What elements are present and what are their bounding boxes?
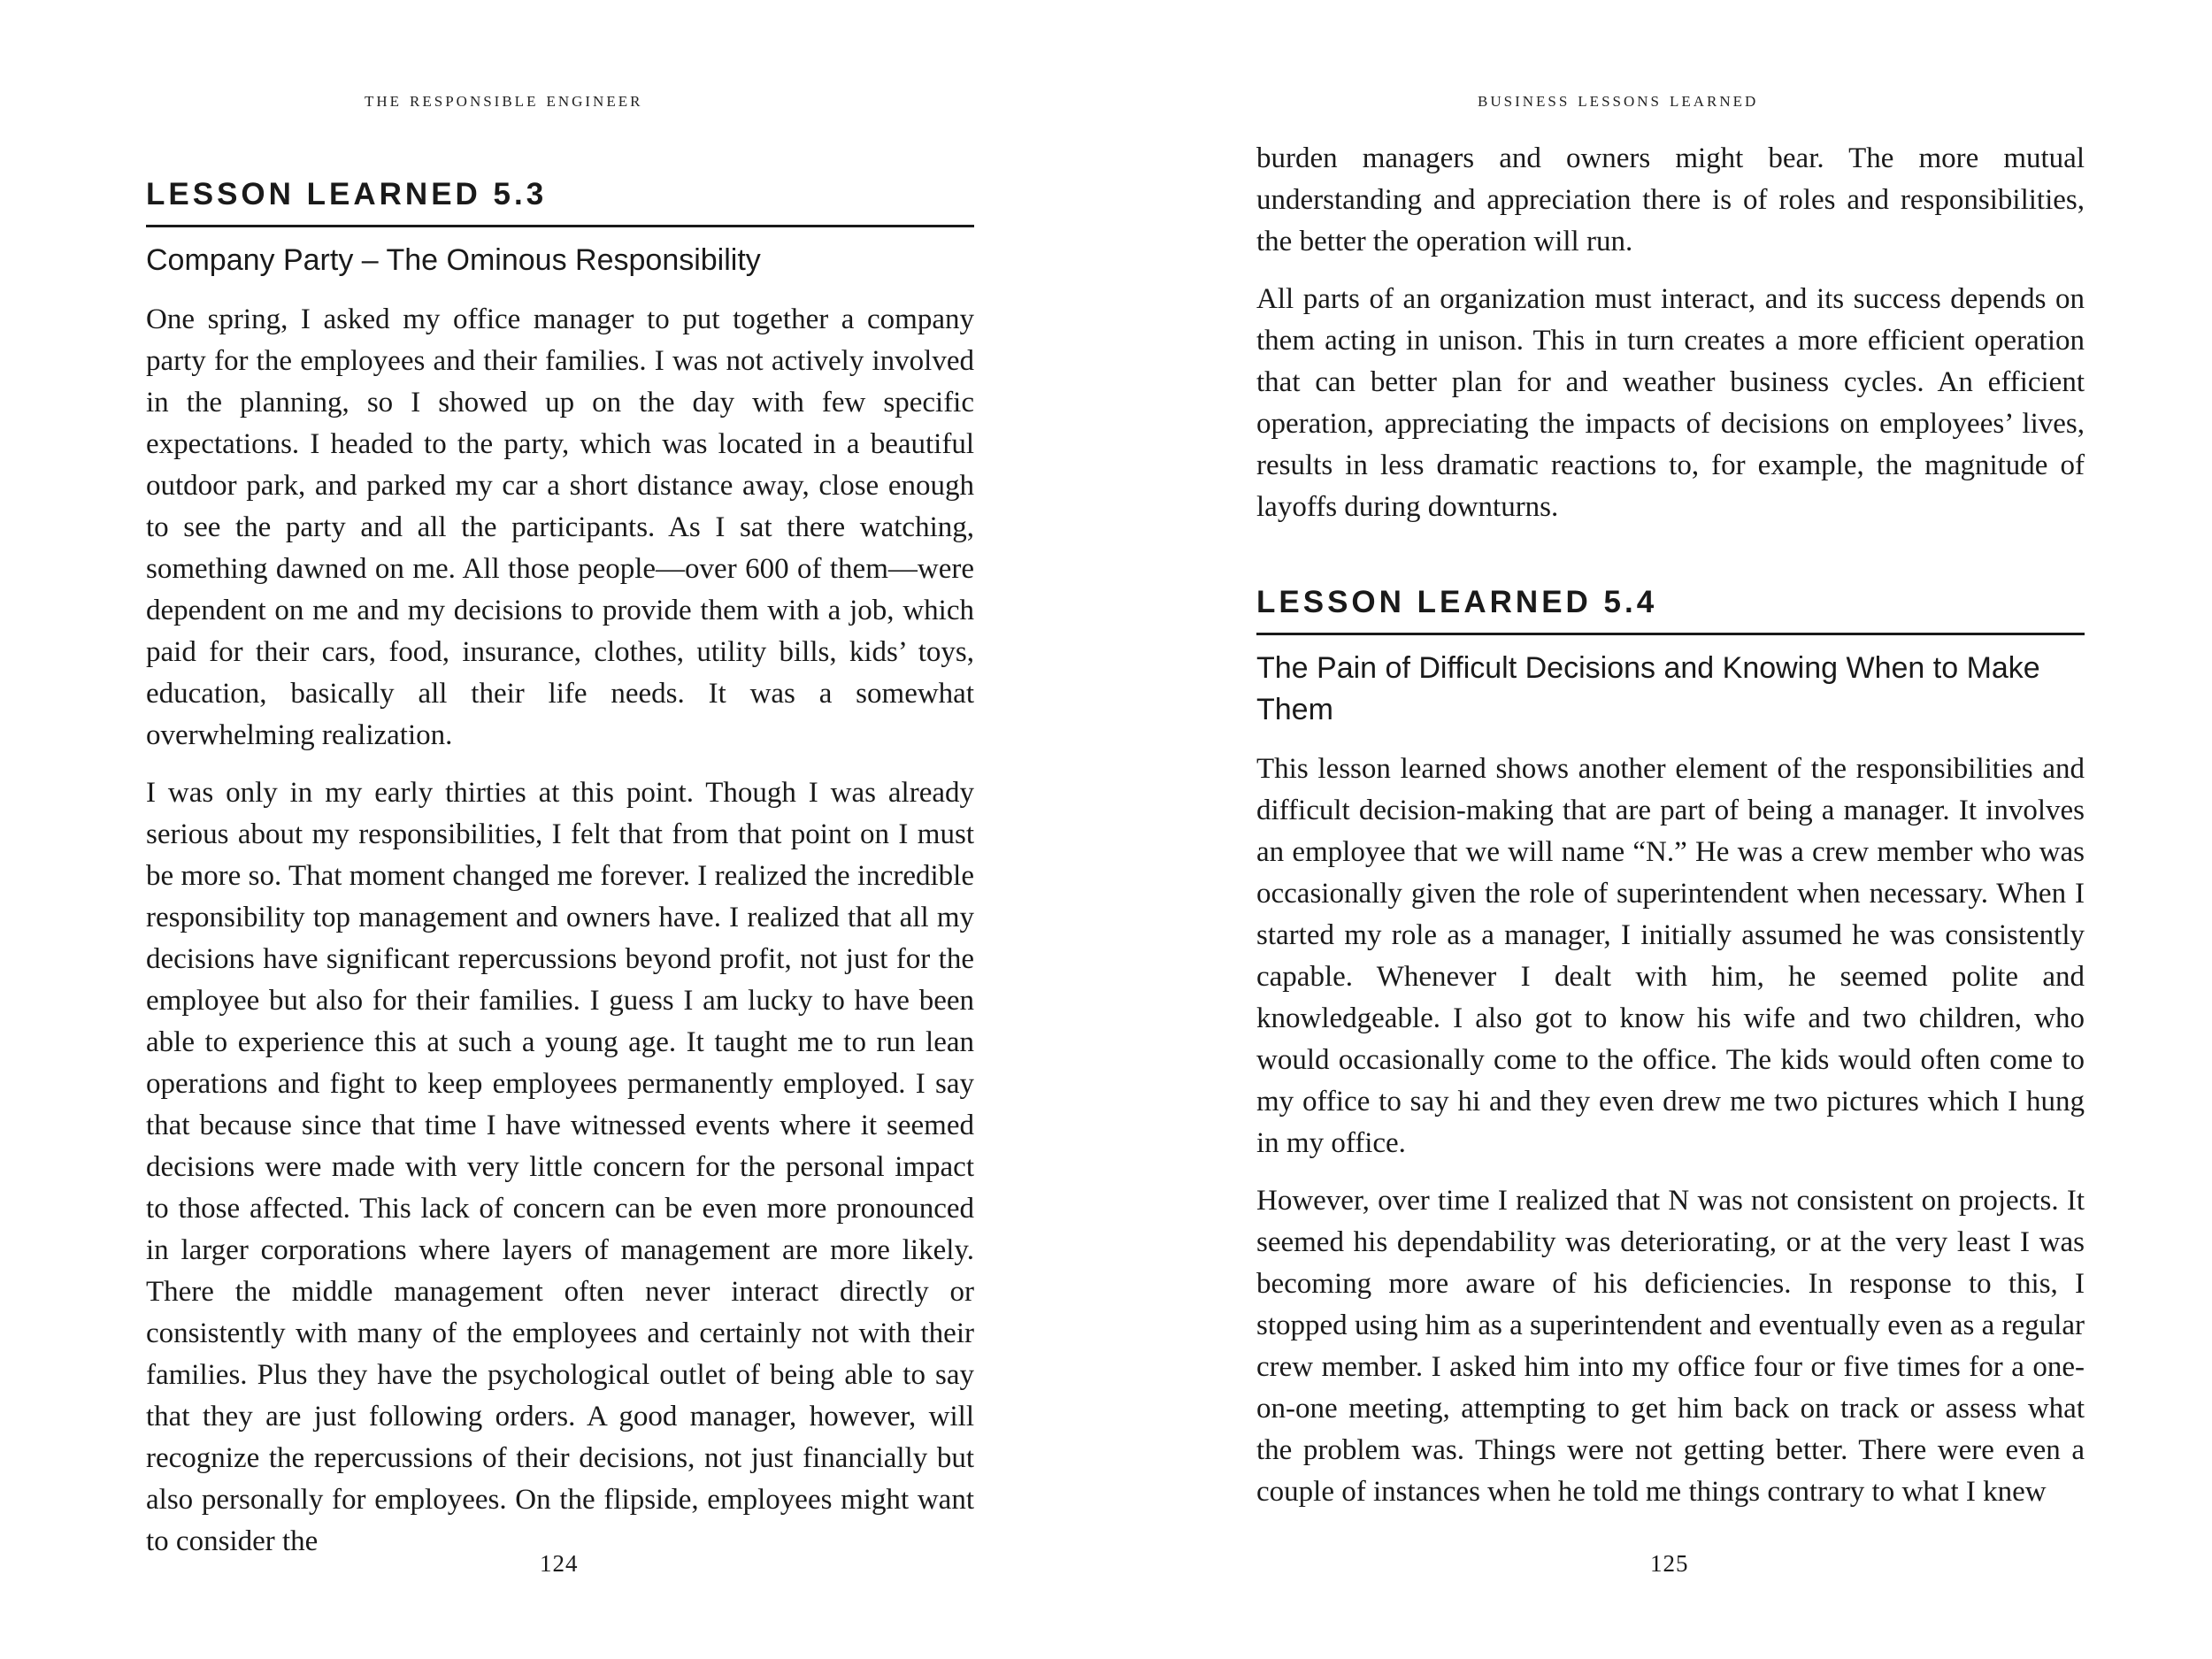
running-head-right-text: business lessons learned — [1478, 88, 1759, 111]
lesson-title: Company Party – The Ominous Responsibility — [146, 243, 761, 277]
running-head-left-text: the responsible engineer — [365, 88, 643, 111]
page-number-right: 125 — [1650, 1550, 1689, 1577]
page-number-left: 124 — [540, 1550, 579, 1577]
lesson-block — [1256, 585, 2085, 1513]
lesson-title: The Pain of Difficult Decisions and Knowing When to Make Them — [1256, 651, 2040, 726]
body-paragraph: burden managers and owners might bear. The more mutual understanding and appreciation there is of roles and responsibilities, the better the operation will run. — [1256, 142, 2085, 257]
body-paragraph: One spring, I asked my office manager to put together a company party for the employees and their families. I was not actively involved in the planning, so I showed up on the day with few specific expectations. I headed to the party, which was located in a beautiful outdoor park, and parked my car a short distance away, close enough to see the party and all the participants. As I sat there watching, something dawned on me. All those people—over 600 of them—were dependent on me and my decisions to provide them with a job, which paid for their cars, food, insurance, clothes, utility bills, kids’ toys, education, basically all their life needs. It was a somewhat overwhelming realization. — [146, 303, 974, 751]
body-paragraph: All parts of an organization must interact, and its success depends on them acting in unison. This in turn creates a more efficient operation that can better plan for and weather business cycles. An efficient operation, appreciating the impacts of decisions on employees’ lives, results in less dramatic reactions to, for example, the magnitude of layoffs during downturns. — [1256, 283, 2085, 523]
body-paragraph: I was only in my early thirties at this point. Though I was already serious about my responsibilities, I felt that from that point on I must be more so. That moment changed me forever. I realized the incredible responsibility top management and owners have. I realized that all my decisions have significant repercussions beyond profit, not just for the employee but also for their families. I guess I am lucky to have been able to experience this at such a young age. It taught me to run lean operations and fight to keep employees permanently employed. I say that because since that time I have witnessed events where it seemed decisions were made with very little concern for the personal impact to those affected. This lack of concern can be even more pronounced in larger corporations where layers of management are more likely. There the middle management often never interact directly or consistently with many of the employees and certainly not with their families. Plus they have the psychological outlet of being able to say that they are just following orders. A good manager, however, will recognize the repercussions of their decisions, not just financially but also personally for employees. On the flipside, employees might want to consider the — [146, 777, 974, 1557]
body-paragraph: This lesson learned shows another element of the responsibilities and difficult decision-making that are part of being a manager. It involves an employee that we will name “N.” He was a crew member who was occasionally given the role of superintendent when necessary. When I started my role as a manager, I initially assumed he was consistently capable. Whenever I dealt with him, he seemed polite and knowledgeable. I also got to know his wife and two children, who would occasionally come to the office. The kids would often come to my office to say hi and they even drew me two pictures which I hung in my office. — [1256, 753, 2085, 1159]
lesson-label: LESSON LEARNED 5.3 — [146, 177, 974, 227]
right-page-content — [1256, 138, 2085, 1529]
body-paragraph: However, over time I realized that N was not consistent on projects. It seemed his dependability was deteriorating, or at the very least I was becoming more aware of his deficiencies. In response to this, I stopped using him as a superintendent and eventually even as a regular crew member. I asked him into my office four or five times for a one-on-one meeting, attempting to get him back on track or assess what the problem was. Things were not getting better. There were even a couple of instances when he told me things contrary to what I knew — [1256, 1185, 2085, 1508]
left-page-content — [146, 177, 974, 1578]
lesson-label: LESSON LEARNED 5.4 — [1256, 585, 2085, 635]
right-page — [1106, 0, 2212, 1659]
